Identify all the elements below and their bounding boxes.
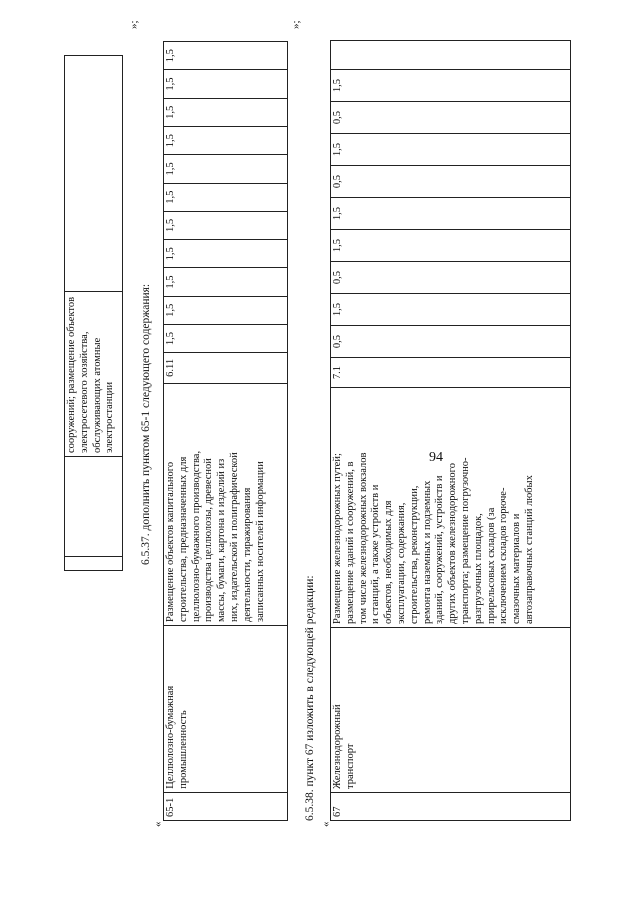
open-quote-65-1: « [152, 821, 164, 827]
cell-desc-65-1: Размещение объектов капитального строительства, предназначенных для целлюлозно-бумажного производства, производства целлюлозы, древесной массы, бумаги, картона и изделий из них, издательской и полиграфической деятельности, тиражирования записанных носителей информации [164, 383, 288, 625]
cell-value: 1,5 [164, 183, 288, 211]
table-row-67 [330, 40, 571, 821]
table-row-65-1 [163, 41, 288, 821]
cell-num-65-1: 65-1 [164, 792, 288, 820]
cell-code-65-1: 6.11 [164, 353, 288, 383]
cell-code-67: 7.1 [331, 358, 571, 388]
cell-value: 1,5 [164, 126, 288, 154]
note-6-5-38: 6.5.38. пункт 67 изложить в следующей редакции: [304, 575, 316, 821]
cell-num-67: 67 [331, 793, 571, 821]
cell-value: 1,5 [164, 240, 288, 268]
cell-value: 1,5 [164, 155, 288, 183]
cell-name-65-1: Целлюлозно-бумажная промышленность [164, 626, 288, 793]
page-number: 94 [429, 450, 443, 465]
cell-value: 1,5 [164, 268, 288, 296]
cell-value: 1,5 [331, 198, 571, 230]
cell-value: 1,5 [164, 211, 288, 239]
note-6-5-37: 6.5.37. дополнить пунктом 65-1 следующего содержания: [140, 283, 152, 565]
cell-value: 1,5 [331, 70, 571, 102]
cell-empty-num [65, 557, 123, 571]
cell-value: 1,5 [164, 98, 288, 126]
cell-value: 1,5 [331, 134, 571, 166]
cell-desc-67: Размещение железнодорожных путей; размещение зданий и сооружений, в том числе железнодорожных вокзалов и станций, а также устройств и объектов, необходимых для эксплуатации, содержания, строительства, реконструкции, ремонта наземных и подземных зданий, сооружений, устройств и других объектов железнодорожного транспорта; размещение погрузочно- разгрузочных площадок, прирельсовых складов (за исключением складов горюче- смазочных материалов и автозаправочных станций любых [331, 388, 571, 628]
cell-value: 0,5 [331, 262, 571, 294]
closing-quote-65-1: »; [290, 20, 302, 29]
cell-value: 1,5 [164, 296, 288, 324]
cell-empty-tail [331, 41, 571, 70]
cell-empty-values [65, 56, 123, 292]
cell-value: 1,5 [331, 230, 571, 262]
cell-name-67: Железнодорожный транспорт [331, 628, 571, 793]
cell-value: 1,5 [164, 324, 288, 352]
cell-prev-desc: сооружений; размещение объектов электросетевого хозяйства, обслуживающих атомные электростанции [65, 292, 123, 457]
cell-value: 0,5 [331, 166, 571, 198]
cell-value: 0,5 [331, 326, 571, 358]
cell-value: 1,5 [164, 42, 288, 70]
open-quote-67: « [320, 821, 332, 827]
cell-empty-name [65, 457, 123, 557]
cell-value: 1,5 [331, 294, 571, 326]
closing-quote-prev: »; [128, 20, 140, 29]
cell-value: 1,5 [164, 70, 288, 98]
table-prev-row [64, 55, 123, 571]
cell-value: 0,5 [331, 102, 571, 134]
